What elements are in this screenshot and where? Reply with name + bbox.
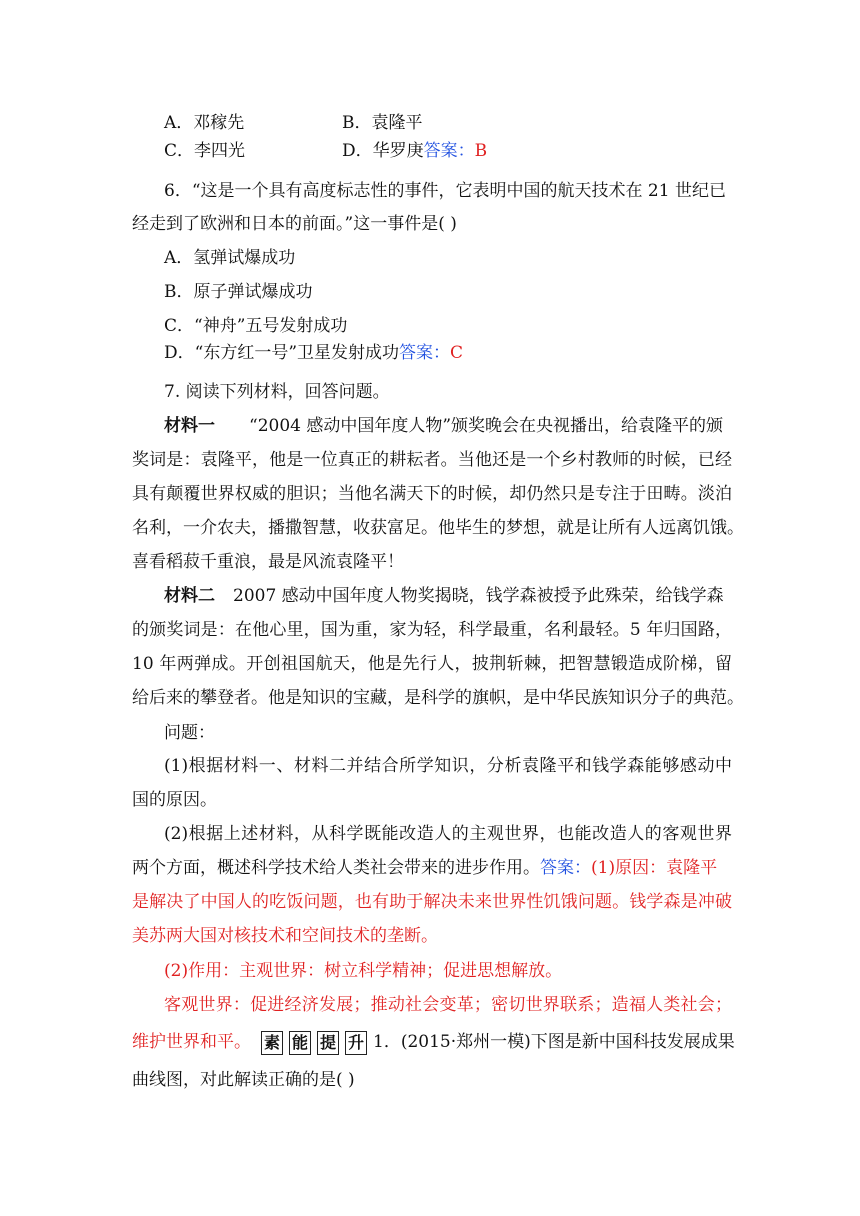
q7-part1-line2: 国的原因。 [132, 790, 217, 810]
q7-answer-line3: 美苏两大国对核技术和空间技术的垄断。 [132, 926, 438, 946]
q7-material1-line5: 喜看稻菽千重浪，最是风流袁隆平！ [132, 552, 404, 572]
q7-answer-label: 答案： [540, 858, 591, 878]
q7-material1-text1: “2004 感动中国年度人物”颁奖晚会在央视播出，给袁隆平的颁 [249, 416, 724, 436]
q6-option-d: D．“东方红一号”卫星发射成功 [164, 343, 400, 363]
q7-answer-line1: (1)原因：袁隆平 [591, 858, 718, 878]
q6-option-a: A．氢弹试爆成功 [164, 248, 296, 268]
q6-option-d-group [164, 341, 732, 365]
q5-option-d: D．华罗庚 [342, 141, 424, 161]
q7-material2-line1 [164, 584, 732, 608]
q7-answer-line4: (2)作用：主观世界：树立科学精神；促进思想解放。 [164, 961, 563, 981]
q6-option-b: B．原子弹试爆成功 [164, 282, 313, 302]
q5-option-d-group [342, 139, 487, 163]
q7-material2-text1: 2007 感动中国年度人物奖揭晓，钱学森被授予此殊荣，给钱学森 [233, 586, 724, 606]
q7-material1-line2: 奖词是：袁隆平，他是一位真正的耕耘者。当他还是一个乡村教师的时候，已经 [132, 450, 732, 470]
q6-option-c: C．“神舟”五号发射成功 [164, 316, 348, 336]
q7-part2-line1: (2)根据上述材料，从科学既能改造人的主观世界，也能改造人的客观世界 [164, 824, 732, 844]
section-line [132, 1030, 735, 1055]
q7-answer-line5: 客观世界：促进经济发展；推动社会变革；密切世界联系；造福人类社会； [164, 995, 732, 1015]
q5-option-b: B．袁隆平 [342, 113, 423, 133]
q7-answer-line2: 是解决了中国人的吃饭问题，也有助于解决未来世界性饥饿问题。钱学森是冲破 [132, 892, 732, 912]
q7-material1-line4: 名利，一介农夫，播撒智慧，收获富足。他毕生的梦想，就是让所有人远离饥饿。 [132, 518, 744, 538]
q5-row-1 [164, 111, 732, 135]
q6-answer-label: 答案： [399, 343, 451, 363]
q7-question-label: 问题： [164, 723, 215, 743]
q6-stem-line1: 6．“这是一个具有高度标志性的事件，它表明中国的航天技术在 21 世纪已 [164, 181, 726, 201]
q5-option-c: C．李四光 [164, 141, 246, 161]
q6-stem-line2: 经走到了欧洲和日本的前面。”这一事件是( ) [132, 214, 457, 234]
q6-answer-value: C [450, 343, 464, 363]
q7-material1-line1 [164, 414, 732, 438]
q7-material1-line3: 具有颠覆世界权威的胆识；当他名满天下的时候，却仍然只是专注于田畴。淡泊 [132, 484, 732, 504]
q7-intro: 7. 阅读下列材料，回答问题。 [164, 382, 390, 402]
q7-material2-line4: 给后来的攀登者。他是知识的宝藏，是科学的旗帜，是中华民族知识分子的典范。 [132, 688, 744, 708]
q5-row-2 [164, 139, 732, 163]
q7-material2-line3: 10 年两弹成。开创祖国航天，他是先行人，披荆斩棘，把智慧锻造成阶梯，留 [132, 654, 732, 674]
q7-part2-line2-group [132, 856, 732, 880]
section-q1-line2: 曲线图，对此解读正确的是( ) [132, 1070, 355, 1090]
q7-part2-line2: 两个方面，概述科学技术给人类社会带来的进步作用。 [132, 858, 540, 878]
section-box-4: 升 [345, 1031, 367, 1055]
q7-material1-label: 材料一 [164, 416, 215, 436]
section-box-3: 提 [317, 1031, 339, 1055]
q5-option-a: A．邓稼先 [164, 113, 245, 133]
section-box-1: 素 [261, 1031, 283, 1055]
q5-answer-label: 答案： [423, 141, 475, 161]
q7-material2-label: 材料二 [164, 586, 215, 606]
q5-answer-value: B [474, 141, 488, 161]
q7-material2-line2: 的颁奖词是：在他心里，国为重，家为轻，科学最重，名利最轻。5 年归国路， [132, 620, 732, 640]
section-box-2: 能 [289, 1031, 311, 1055]
section-q1-line1: 1．(2015·郑州一模)下图是新中国科技发展成果 [373, 1032, 735, 1052]
q7-answer-line6: 维护世界和平。 [132, 1032, 251, 1052]
q7-part1-line1: (1)根据材料一、材料二并结合所学知识，分析袁隆平和钱学森能够感动中 [164, 756, 732, 776]
